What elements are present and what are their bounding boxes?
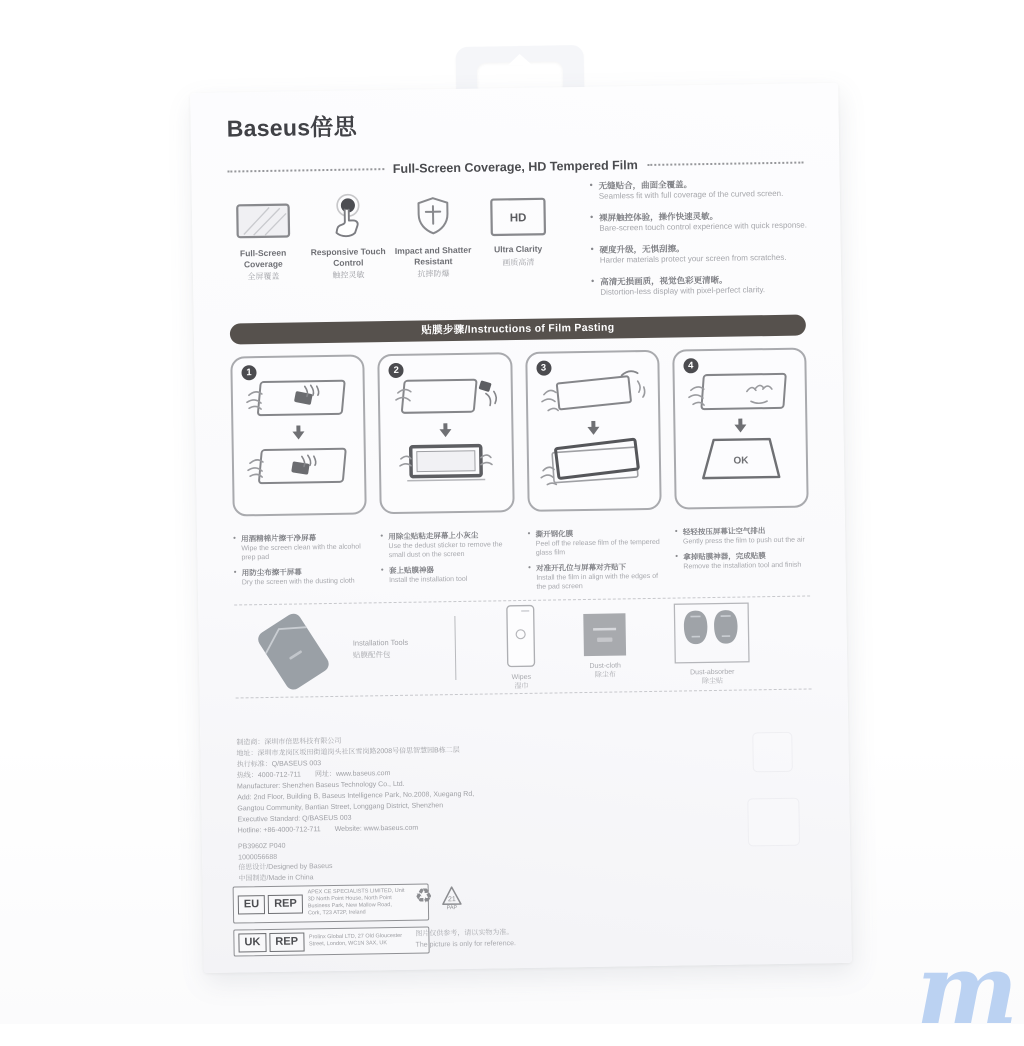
model-code: PB3960Z P040: [237, 842, 286, 851]
seller-watermark: m: [916, 933, 1018, 1046]
accessories-band: [234, 595, 811, 698]
feature-ultra-clarity: HD Ultra Clarity 画质高清: [475, 187, 561, 279]
caption-item: • 用除尘贴粘走屏幕上小灰尘 Use the dedust sticker to remove the small dust on the screen: [380, 530, 515, 560]
caption-item: • 用防尘布擦干屏幕 Dry the screen with the dusting cloth: [234, 566, 369, 587]
step4-done-illustration: [681, 433, 800, 487]
step-panel-3: [525, 350, 662, 512]
step4-press-illustration: [680, 365, 799, 419]
hd-screen-icon: [475, 187, 561, 244]
accessory-dust-cloth: Dust-cloth 除尘布: [581, 611, 628, 681]
step2-frame-illustration: [387, 437, 506, 491]
down-arrow-icon: [292, 425, 304, 439]
product-title: Full-Screen Coverage, HD Tempered Film: [392, 158, 638, 176]
svg-text:HD: HD: [509, 212, 527, 225]
step-captions-row: [233, 525, 810, 602]
faint-mark: [747, 798, 800, 847]
step-number-badge: 4: [683, 358, 698, 373]
pap-recycle-icon: 21 PAP: [441, 885, 463, 911]
caption-item: • 用酒精棉片擦干净屏幕 Wipe the screen clean with the alcohol prep pad: [233, 532, 368, 562]
feature-icons-row: [220, 187, 563, 283]
caption-item: • 套上贴膜神器 Install the installation tool: [381, 564, 516, 585]
step3-align-illustration: [534, 435, 653, 489]
step2-dedust-illustration: [386, 369, 505, 423]
uk-rep-box: UK REP Prolinx Global LTD, 27 Old Gloucester Street, London, WC1N 3AX, UK: [233, 926, 429, 956]
dotted-rule-right: [647, 162, 804, 166]
installation-tools-pouch-icon: [234, 607, 353, 695]
benefit-item: • 无缝贴合，曲面全覆盖。 Seamless fit with full coverage of the curved screen.: [590, 177, 808, 202]
step-panel-1: [230, 354, 367, 516]
benefit-item: • 裸屏触控体验，操作快速灵敏。 Bare-screen touch control experience with quick response.: [590, 209, 808, 234]
instructions-title-bar: 贴膜步骤/Instructions of Film Pasting: [230, 315, 806, 345]
feature-shatter-resistant: Impact and Shatter Resistant 抗摔防爆: [390, 189, 476, 281]
product-title-row: [227, 156, 803, 179]
product-box-back: [190, 83, 852, 973]
faint-mark: [752, 732, 793, 773]
caption-item: • 对准开孔位与屏幕对齐贴下 Install the film in align with the edges of the pad screen: [528, 562, 663, 592]
manufacturer-info: 制造商：深圳市倍思科技有限公司 地址：深圳市龙岗区坂田街道岗头社区雪岗路2008号倍思智慧园B栋二层 执行标准：Q/BASEUS 003 热线：4000-712-711 网址：www.baseus.com Manufacturer: Shenzhen Baseus Technology Co., Ltd. Add: 2nd Floor, Building B, Baseus Intelligence Park, No.2008, Xuegang Rd, Gangtou Community, Bantian Street, Longgang District, Shenzhen Executive Standard: Q/BASEUS 003 Hotline: +86-4000-712-711 Website: www.baseus.com: [236, 737, 475, 835]
designed-by: 倍思设计/Designed by Baseus: [238, 863, 333, 872]
dust-cloth-icon: [581, 611, 628, 658]
down-arrow-icon: [587, 421, 599, 435]
benefit-list: [590, 177, 810, 308]
step-panel-4: [672, 347, 809, 509]
hang-tab-peak: [508, 54, 532, 65]
brand-logo: Baseus倍思: [226, 113, 358, 142]
accessory-dust-absorber: Dust-absorber 除尘贴: [671, 601, 752, 687]
recycle-marks: [415, 885, 463, 912]
svg-text:21: 21: [447, 896, 456, 904]
dotted-rule-left: [227, 168, 384, 172]
dust-absorber-icon: [671, 601, 752, 664]
reference-note: 图片仅供参考，请以实物为准。 The picture is only for reference.: [415, 929, 516, 949]
step1-dry-illustration: [240, 440, 359, 494]
caption-item: • 拿掉贴膜神器，完成贴膜 Remove the installation tool and finish: [675, 550, 810, 571]
step3-peel-illustration: [533, 367, 652, 421]
recycle-icon: ♻: [414, 883, 433, 908]
installation-tools-label: Installation Tools 贴膜配件包: [352, 637, 409, 660]
caption-item: • 轻轻按压屏幕让空气排出 Gently press the film to push out the air: [675, 525, 810, 546]
product-codes: [238, 841, 333, 884]
step1-captions: [233, 532, 368, 602]
touch-control-icon: [305, 190, 391, 247]
step-number-badge: 2: [389, 363, 404, 378]
svg-text:OK: OK: [733, 455, 749, 467]
accessory-wipes: Wipes 湿巾: [503, 602, 538, 691]
compliance-rep-boxes: [233, 883, 430, 962]
screen-coverage-icon: [220, 191, 306, 248]
benefit-item: • 硬度升级，无惧刮擦。 Harder materials protect your screen from scratches.: [591, 241, 809, 266]
step3-captions: [528, 528, 663, 598]
step-number-badge: 1: [241, 365, 256, 380]
step2-captions: [380, 530, 515, 600]
made-in: 中国制造/Made in China: [238, 873, 314, 882]
sku-code: 1000056688: [238, 853, 278, 861]
step-panel-2: [378, 352, 515, 514]
feature-touch-control: Responsive Touch Control 触控灵敏: [305, 190, 391, 282]
instruction-steps-row: [230, 347, 808, 516]
feature-full-screen-coverage: Full-Screen Coverage 全屏覆盖: [220, 191, 306, 283]
accessories-divider: [454, 616, 456, 680]
step4-captions: [675, 525, 810, 595]
benefit-item: • 高清无损画质，视觉色彩更清晰。 Distortion-less display with pixel-perfect clarity.: [591, 273, 809, 298]
step1-wipe-illustration: [239, 372, 358, 426]
step-number-badge: 3: [536, 361, 551, 376]
shield-icon: [390, 189, 476, 246]
down-arrow-icon: [440, 423, 452, 437]
wipes-icon: [503, 602, 538, 669]
eu-rep-box: EU REP APEX CE SPECIALISTS LIMITED, Unit 3D North Point House, North Point Business Park, New Mallow Road, Cork, T23 AT2P, Ireland: [233, 883, 430, 923]
down-arrow-icon: [734, 418, 746, 432]
caption-item: • 撕开钢化膜 Peel off the release film of the tempered glass film: [528, 528, 663, 558]
